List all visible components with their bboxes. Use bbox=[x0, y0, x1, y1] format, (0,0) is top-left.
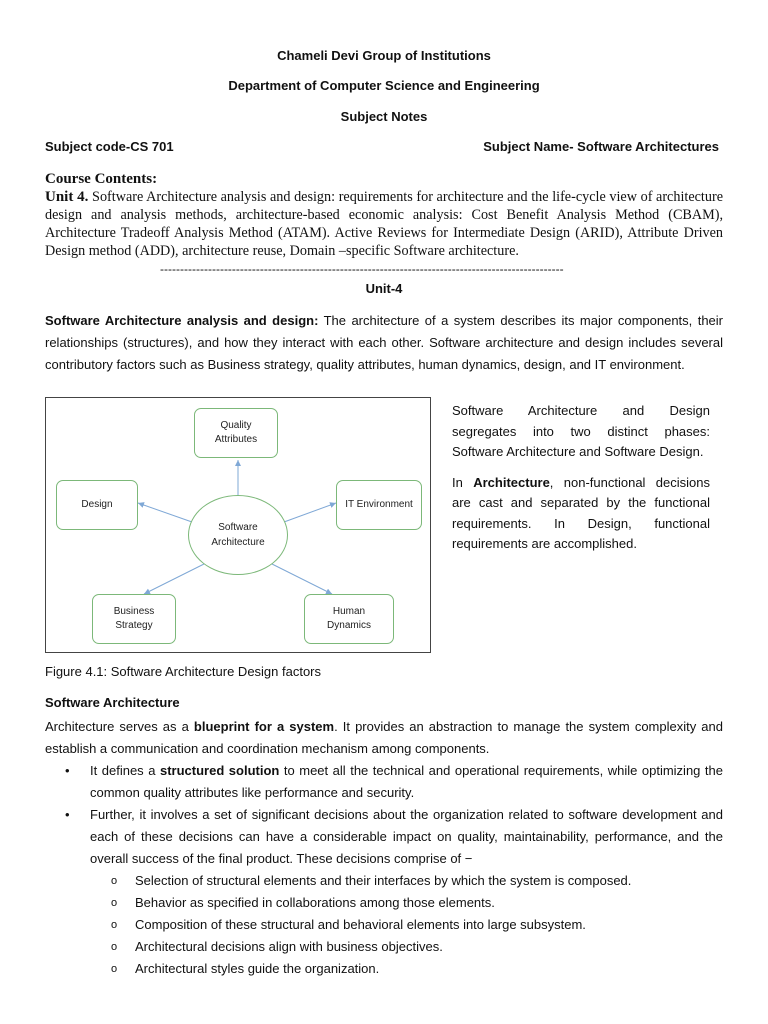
intro-bold: Software Architecture analysis and design: bbox=[45, 313, 319, 328]
list-item: • Further, it involves a set of significant decisions about the organization related to software development and each of these decisions can have a considerable impact on quality, maintainability, performance, and the overall success of the final product. These decisions comprise of − bbox=[45, 804, 723, 870]
node-human-dynamics: Human Dynamics bbox=[304, 594, 394, 644]
notes-title: Subject Notes bbox=[340, 109, 428, 124]
side-paragraph-1: Software Architecture and Design segregates into two distinct phases: Software Architecture and Software Design. bbox=[452, 403, 710, 459]
unit-text: Software Architecture analysis and design: requirements for architecture and the life-cycle view of architecture design and analysis methods, architecture-based economic analysis: Cost Benefit Analysis Method (CBAM), Architecture Tradeoff Analysis Method (ATAM). Active Reviews for Intermediate Design (ARID), Attribute Driven Design method (ADD), architecture reuse, Domain –specific Software architecture. bbox=[45, 189, 723, 259]
institution-title: Chameli Devi Group of Institutions bbox=[277, 48, 491, 63]
list-item: • It defines a structured solution to meet all the technical and operational requirements, while optimizing the common quality attributes like performance and security. bbox=[45, 760, 723, 804]
circle-bullet-icon: o bbox=[111, 963, 118, 975]
intro-paragraph bbox=[45, 310, 723, 376]
side-paragraph-2: In Architecture, non-functional decisions are cast and separated by the functional requirements. In Design, functional requirements are accomplished. bbox=[452, 474, 710, 551]
circle-bullet-icon: o bbox=[111, 941, 118, 953]
node-it-environment: IT Environment bbox=[336, 480, 422, 530]
section-paragraph: Architecture serves as a blueprint for a system. It provides an abstraction to manage the system complexity and establish a communication and coordination mechanism among components. bbox=[45, 719, 723, 756]
circle-bullet-icon: o bbox=[111, 875, 118, 887]
subject-code: Subject code-CS 701 bbox=[45, 139, 174, 154]
circle-bullet-icon: o bbox=[111, 897, 118, 909]
section-heading: Software Architecture bbox=[45, 695, 180, 710]
unit-title: Unit-4 bbox=[365, 281, 403, 296]
arrow-to-business bbox=[144, 563, 206, 594]
arrow-to-human bbox=[270, 563, 332, 594]
node-design: Design bbox=[56, 480, 138, 530]
sub-list-item: o Selection of structural elements and their interfaces by which the system is composed. bbox=[45, 870, 723, 892]
circle-bullet-icon: o bbox=[111, 919, 118, 931]
design-factors-diagram bbox=[45, 397, 431, 653]
sub-list-item: o Behavior as specified in collaborations among those elements. bbox=[45, 892, 723, 914]
node-business-strategy: Business Strategy bbox=[92, 594, 176, 644]
course-contents bbox=[45, 170, 723, 260]
section-body bbox=[45, 716, 723, 980]
figure-caption: Figure 4.1: Software Architecture Design factors bbox=[45, 664, 322, 679]
subject-name: Subject Name- Software Architectures bbox=[483, 139, 719, 154]
sub-list-item: o Architectural styles guide the organization. bbox=[45, 958, 723, 980]
intro-text: The architecture of a system describes its major components, their relationships (structures), and how they interact with each other. Software architecture and design includes several contributory factors such as Business strategy, quality attributes, human dynamics, design, and IT environment. bbox=[45, 313, 723, 372]
sub-list-item: o Architectural decisions align with business objectives. bbox=[45, 936, 723, 958]
arrow-to-it bbox=[284, 503, 336, 522]
department-title: Department of Computer Science and Engineering bbox=[228, 78, 540, 93]
course-heading: Course Contents: bbox=[45, 171, 158, 187]
node-software-architecture: Software Architecture bbox=[188, 495, 288, 575]
node-quality-attributes: Quality Attributes bbox=[194, 408, 278, 458]
side-text bbox=[452, 401, 710, 565]
unit-description bbox=[45, 188, 723, 260]
divider-line: ----------------------------------------------------------------------------------------------------- bbox=[160, 262, 564, 276]
unit-label: Unit 4. bbox=[45, 189, 89, 205]
sub-bullet-list bbox=[45, 870, 723, 980]
sub-list-item: o Composition of these structural and behavioral elements into large subsystem. bbox=[45, 914, 723, 936]
bullet-icon: • bbox=[65, 807, 70, 822]
subject-row bbox=[45, 139, 723, 154]
arrow-to-design bbox=[138, 503, 192, 522]
bullet-icon: • bbox=[65, 763, 70, 778]
bullet-list bbox=[45, 760, 723, 870]
